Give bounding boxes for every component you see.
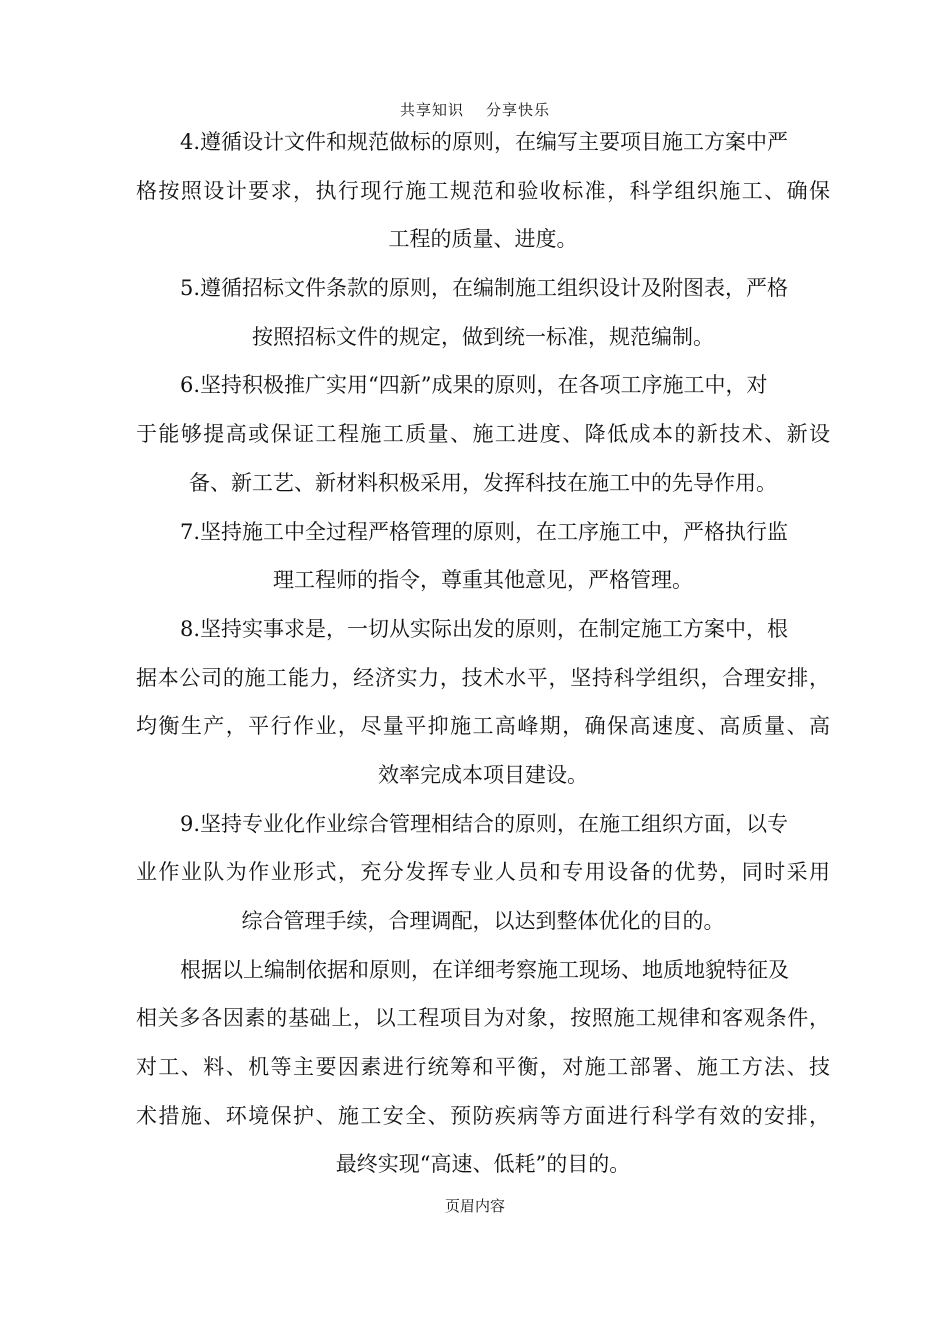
header-left-text: 共享知识 (399, 101, 464, 119)
text-line: 于能够提高或保证工程施工质量、施工进度、降低成本的新技术、新设 (136, 422, 830, 447)
text-line: 根据以上编制依据和原则，在详细考察施工现场、地质地貌特征及 (180, 957, 789, 982)
paragraph (136, 800, 830, 946)
text-line: 均衡生产，平行作业，尽量平抑施工高峰期，确保高速度、高质量、高 (136, 714, 830, 739)
text-line: 术措施、环境保护、施工安全、预防疾病等方面进行科学有效的安排， (136, 1103, 830, 1128)
text-line: 综合管理手续，合理调配，以达到整体优化的目的。 (241, 909, 725, 933)
text-line: 6.坚持积极推广实用“四新”成果的原则，在各项工序施工中，对 (180, 373, 768, 398)
text-line: 相关多各因素的基础上，以工程项目为对象，按照施工规律和客观条件， (136, 1006, 830, 1031)
text-line: 8.坚持实事求是，一切从实际出发的原则，在制定施工方案中，根 (180, 616, 789, 641)
paragraph (136, 508, 830, 605)
text-line: 业作业队为作业形式，充分发挥专业人员和专用设备的优势，同时采用 (136, 860, 830, 885)
text-line: 效率完成本项目建设。 (378, 762, 588, 787)
page-footer: 页眉内容 (444, 1197, 505, 1215)
text-line: 备、新工艺、新材料积极采用，发挥科技在施工中的先导作用。 (189, 470, 777, 495)
text-line: 按照招标文件的规定，做到统一标准，规范编制。 (252, 324, 714, 349)
text-line: 工程的质量、进度。 (388, 227, 578, 252)
header-right-text: 分享快乐 (486, 101, 551, 119)
body-text (136, 118, 830, 1189)
text-line: 格按照设计要求，执行现行施工规范和验收标准，科学组织施工、确保 (136, 178, 830, 203)
text-line: 据本公司的施工能力，经济实力，技术水平，坚持科学组织，合理安排， (136, 665, 830, 690)
text-line: 最终实现“高速、低耗”的目的。 (335, 1152, 631, 1177)
paragraph (136, 605, 830, 800)
text-line: 4.遵循设计文件和规范做标的原则，在编写主要项目施工方案中严 (180, 130, 789, 154)
paragraph (136, 361, 830, 507)
text-line: 理工程师的指令，尊重其他意见，严格管理。 (273, 568, 693, 593)
paragraph (136, 264, 830, 361)
paragraph (136, 118, 830, 264)
text-line: 7.坚持施工中全过程严格管理的原则，在工序施工中，严格执行监 (180, 519, 789, 544)
text-line: 5.遵循招标文件条款的原则，在编制施工组织设计及附图表，严格 (180, 276, 789, 301)
paragraph (136, 946, 830, 1189)
text-line: 对工、料、机等主要因素进行统筹和平衡，对施工部署、施工方法、技 (136, 1055, 830, 1080)
text-line: 9.坚持专业化作业综合管理相结合的原则，在施工组织方面，以专 (180, 811, 789, 836)
page-header (0, 100, 950, 120)
